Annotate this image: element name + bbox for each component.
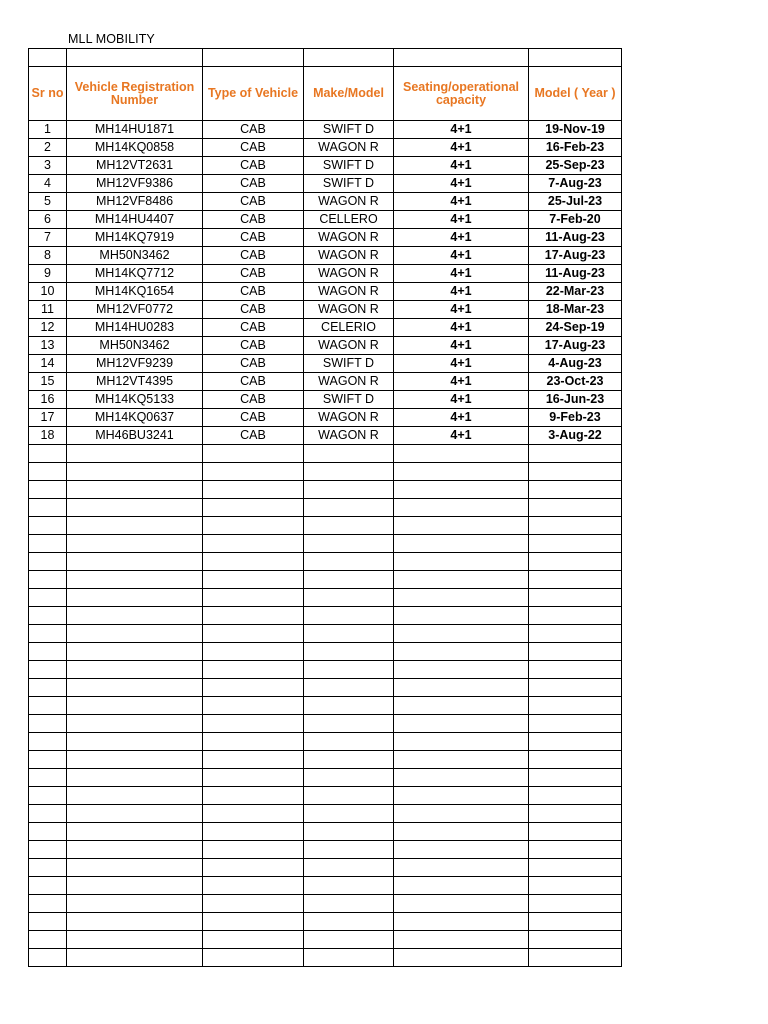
- company-title: MLL MOBILITY: [68, 32, 155, 46]
- cell-model-year: 18-Mar-23: [529, 301, 622, 319]
- cell-capacity: 4+1: [394, 157, 529, 175]
- cell-model-year: 17-Aug-23: [529, 337, 622, 355]
- cell-capacity: 4+1: [394, 265, 529, 283]
- cell-model-year: 7-Aug-23: [529, 175, 622, 193]
- cell-type: CAB: [203, 337, 304, 355]
- header-sr-no: Sr no: [29, 67, 67, 121]
- table-row: [29, 247, 622, 265]
- table-row: [29, 301, 622, 319]
- cell-type: CAB: [203, 409, 304, 427]
- cell-model-year: 22-Mar-23: [529, 283, 622, 301]
- cell-type: CAB: [203, 373, 304, 391]
- cell-sr-no: 1: [29, 121, 67, 139]
- cell-sr-no: 5: [29, 193, 67, 211]
- cell-make-model: WAGON R: [304, 247, 394, 265]
- cell-registration: MH14HU0283: [67, 319, 203, 337]
- cell-registration: MH46BU3241: [67, 427, 203, 445]
- cell-make-model: WAGON R: [304, 427, 394, 445]
- empty-row: [29, 481, 622, 499]
- cell-model-year: 9-Feb-23: [529, 409, 622, 427]
- header-registration: Vehicle Registration Number: [67, 67, 203, 121]
- empty-row: [29, 805, 622, 823]
- cell-make-model: WAGON R: [304, 229, 394, 247]
- cell-capacity: 4+1: [394, 139, 529, 157]
- table-row: [29, 355, 622, 373]
- cell-type: CAB: [203, 121, 304, 139]
- empty-row: [29, 715, 622, 733]
- cell-sr-no: 7: [29, 229, 67, 247]
- table-row: [29, 337, 622, 355]
- blank-top-row: [29, 49, 622, 67]
- cell-sr-no: 13: [29, 337, 67, 355]
- header-make-model: Make/Model: [304, 67, 394, 121]
- cell-make-model: SWIFT D: [304, 391, 394, 409]
- empty-row: [29, 499, 622, 517]
- table-row: [29, 265, 622, 283]
- cell-sr-no: 4: [29, 175, 67, 193]
- cell-type: CAB: [203, 319, 304, 337]
- table-row: [29, 229, 622, 247]
- cell-type: CAB: [203, 229, 304, 247]
- empty-row: [29, 625, 622, 643]
- cell-registration: MH14KQ5133: [67, 391, 203, 409]
- cell-registration: MH14KQ7712: [67, 265, 203, 283]
- table-row: [29, 319, 622, 337]
- empty-row: [29, 823, 622, 841]
- cell-make-model: WAGON R: [304, 409, 394, 427]
- cell-model-year: 24-Sep-19: [529, 319, 622, 337]
- cell-model-year: 16-Feb-23: [529, 139, 622, 157]
- cell-type: CAB: [203, 265, 304, 283]
- cell-capacity: 4+1: [394, 391, 529, 409]
- cell-make-model: WAGON R: [304, 283, 394, 301]
- cell-make-model: WAGON R: [304, 139, 394, 157]
- cell-sr-no: 15: [29, 373, 67, 391]
- cell-capacity: 4+1: [394, 373, 529, 391]
- table-row: [29, 139, 622, 157]
- empty-row: [29, 877, 622, 895]
- cell-registration: MH50N3462: [67, 247, 203, 265]
- cell-sr-no: 11: [29, 301, 67, 319]
- cell-model-year: 25-Jul-23: [529, 193, 622, 211]
- header-type: Type of Vehicle: [203, 67, 304, 121]
- cell-make-model: WAGON R: [304, 301, 394, 319]
- table-row: [29, 211, 622, 229]
- empty-row: [29, 535, 622, 553]
- cell-registration: MH12VT2631: [67, 157, 203, 175]
- cell-capacity: 4+1: [394, 247, 529, 265]
- cell-capacity: 4+1: [394, 211, 529, 229]
- empty-row: [29, 931, 622, 949]
- table-row: [29, 121, 622, 139]
- cell-type: CAB: [203, 139, 304, 157]
- cell-model-year: 11-Aug-23: [529, 229, 622, 247]
- header-capacity: Seating/operational capacity: [394, 67, 529, 121]
- cell-type: CAB: [203, 247, 304, 265]
- cell-model-year: 3-Aug-22: [529, 427, 622, 445]
- cell-capacity: 4+1: [394, 355, 529, 373]
- empty-row: [29, 733, 622, 751]
- empty-row: [29, 787, 622, 805]
- cell-type: CAB: [203, 193, 304, 211]
- table-row: [29, 283, 622, 301]
- cell-registration: MH12VT4395: [67, 373, 203, 391]
- cell-make-model: SWIFT D: [304, 157, 394, 175]
- cell-model-year: 4-Aug-23: [529, 355, 622, 373]
- cell-registration: MH12VF9386: [67, 175, 203, 193]
- cell-sr-no: 8: [29, 247, 67, 265]
- empty-row: [29, 517, 622, 535]
- table-row: [29, 193, 622, 211]
- cell-sr-no: 18: [29, 427, 67, 445]
- cell-type: CAB: [203, 211, 304, 229]
- cell-capacity: 4+1: [394, 193, 529, 211]
- cell-make-model: WAGON R: [304, 337, 394, 355]
- cell-model-year: 7-Feb-20: [529, 211, 622, 229]
- cell-sr-no: 3: [29, 157, 67, 175]
- cell-type: CAB: [203, 427, 304, 445]
- empty-row: [29, 643, 622, 661]
- cell-make-model: SWIFT D: [304, 175, 394, 193]
- cell-capacity: 4+1: [394, 121, 529, 139]
- empty-row: [29, 445, 622, 463]
- cell-model-year: 19-Nov-19: [529, 121, 622, 139]
- empty-row: [29, 607, 622, 625]
- cell-make-model: SWIFT D: [304, 121, 394, 139]
- cell-make-model: CELERIO: [304, 319, 394, 337]
- cell-sr-no: 12: [29, 319, 67, 337]
- empty-row: [29, 859, 622, 877]
- cell-sr-no: 6: [29, 211, 67, 229]
- cell-registration: MH12VF0772: [67, 301, 203, 319]
- empty-row: [29, 697, 622, 715]
- table-row: [29, 157, 622, 175]
- cell-capacity: 4+1: [394, 409, 529, 427]
- empty-row: [29, 949, 622, 967]
- cell-sr-no: 9: [29, 265, 67, 283]
- empty-row: [29, 589, 622, 607]
- cell-capacity: 4+1: [394, 175, 529, 193]
- cell-type: CAB: [203, 355, 304, 373]
- cell-capacity: 4+1: [394, 337, 529, 355]
- cell-sr-no: 2: [29, 139, 67, 157]
- empty-row: [29, 679, 622, 697]
- empty-row: [29, 895, 622, 913]
- cell-registration: MH14KQ0858: [67, 139, 203, 157]
- cell-make-model: SWIFT D: [304, 355, 394, 373]
- header-model-year: Model ( Year ): [529, 67, 622, 121]
- cell-sr-no: 14: [29, 355, 67, 373]
- cell-sr-no: 10: [29, 283, 67, 301]
- cell-model-year: 11-Aug-23: [529, 265, 622, 283]
- table-row: [29, 427, 622, 445]
- header-row: [29, 67, 622, 121]
- cell-capacity: 4+1: [394, 319, 529, 337]
- empty-row: [29, 571, 622, 589]
- empty-row: [29, 661, 622, 679]
- cell-make-model: WAGON R: [304, 373, 394, 391]
- cell-make-model: WAGON R: [304, 193, 394, 211]
- cell-registration: MH14KQ1654: [67, 283, 203, 301]
- empty-row: [29, 463, 622, 481]
- cell-model-year: 17-Aug-23: [529, 247, 622, 265]
- cell-type: CAB: [203, 157, 304, 175]
- table-row: [29, 391, 622, 409]
- cell-capacity: 4+1: [394, 427, 529, 445]
- cell-registration: MH50N3462: [67, 337, 203, 355]
- cell-registration: MH12VF9239: [67, 355, 203, 373]
- cell-registration: MH14KQ7919: [67, 229, 203, 247]
- cell-registration: MH14KQ0637: [67, 409, 203, 427]
- empty-row: [29, 769, 622, 787]
- empty-row: [29, 841, 622, 859]
- cell-type: CAB: [203, 175, 304, 193]
- table-row: [29, 409, 622, 427]
- cell-type: CAB: [203, 391, 304, 409]
- cell-sr-no: 16: [29, 391, 67, 409]
- cell-type: CAB: [203, 283, 304, 301]
- cell-registration: MH12VF8486: [67, 193, 203, 211]
- cell-model-year: 16-Jun-23: [529, 391, 622, 409]
- cell-registration: MH14HU1871: [67, 121, 203, 139]
- cell-capacity: 4+1: [394, 229, 529, 247]
- cell-registration: MH14HU4407: [67, 211, 203, 229]
- empty-row: [29, 553, 622, 571]
- table-row: [29, 175, 622, 193]
- cell-type: CAB: [203, 301, 304, 319]
- cell-capacity: 4+1: [394, 301, 529, 319]
- cell-model-year: 25-Sep-23: [529, 157, 622, 175]
- empty-row: [29, 751, 622, 769]
- table-row: [29, 373, 622, 391]
- cell-make-model: CELLERO: [304, 211, 394, 229]
- cell-sr-no: 17: [29, 409, 67, 427]
- empty-row: [29, 913, 622, 931]
- vehicle-register-table: [28, 48, 622, 967]
- cell-make-model: WAGON R: [304, 265, 394, 283]
- cell-model-year: 23-Oct-23: [529, 373, 622, 391]
- cell-capacity: 4+1: [394, 283, 529, 301]
